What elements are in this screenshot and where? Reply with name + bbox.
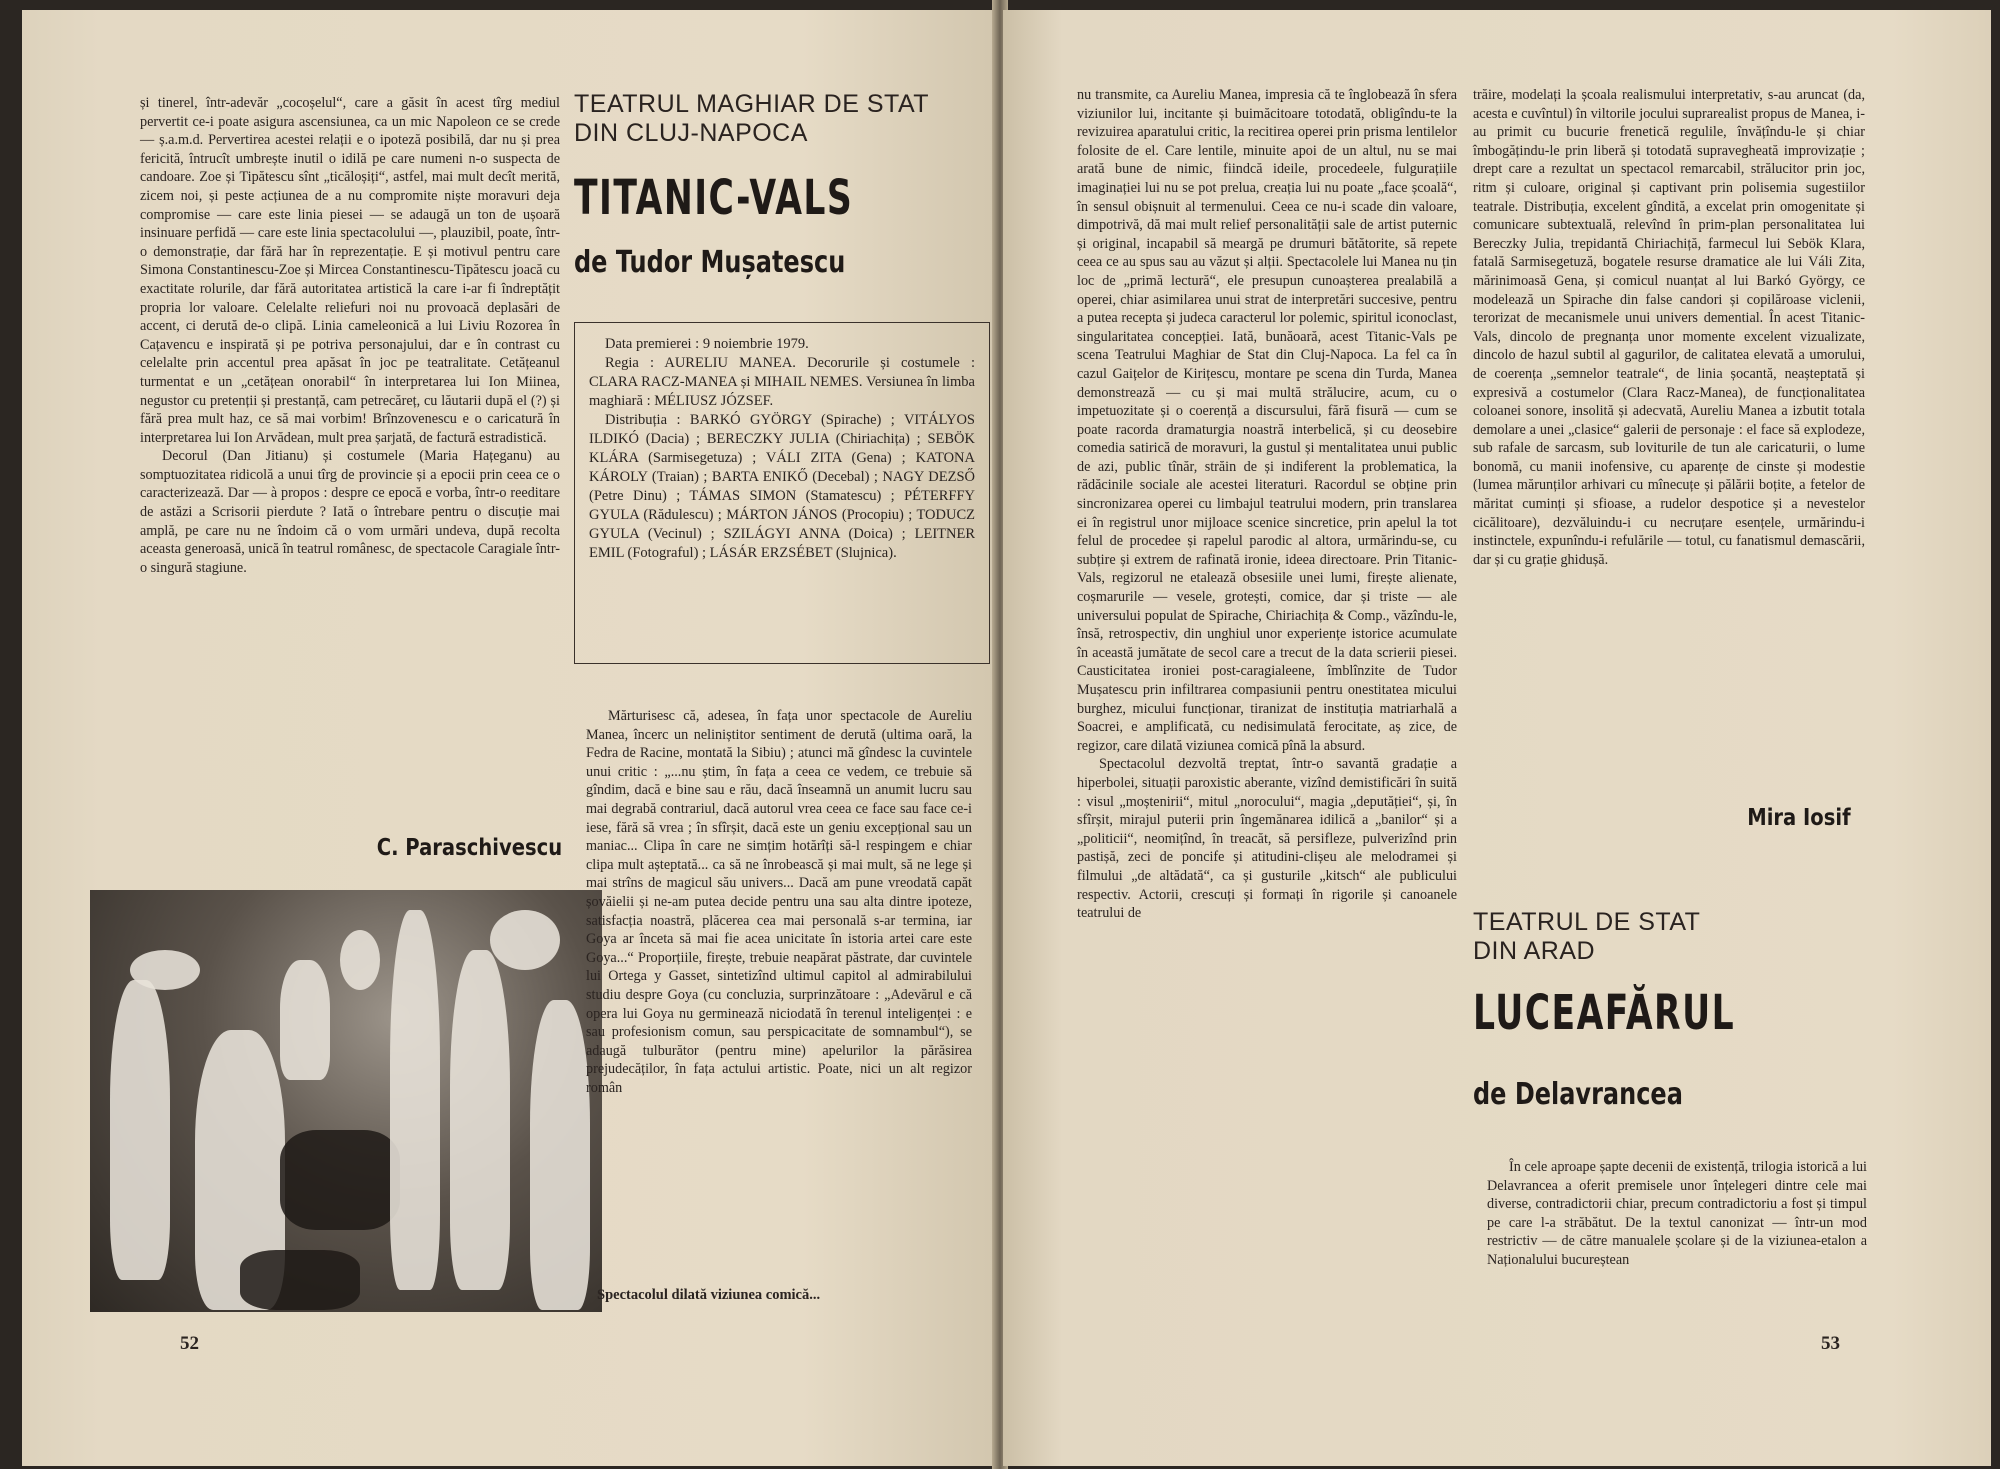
article-paragraph: În cele aproape șapte decenii de existență, trilogia istorică a lui Delavrancea a oferit premisele unor înțelegeri dintre cele mai diverse, contradictorii chiar, precum contradictoriu a fost și timpul pe care l-a străbătut. De la textul canonizat — într-un mod restrictiv — de către manualele școlare și de la viziunea-etalon a Naționalului bucureștean <box>1487 1159 1867 1268</box>
article-paragraph: Mărturisesc că, adesea, în fața unor spectacole de Aureliu Manea, încerc un neliniștitor sentiment de derută (ultima oară, la Fedra de Racine, montată la Sibiu) ; atunci mă gîndesc la cuvintele unui critic : „...nu știm, în fața a ceea ce vedem, ce trebuie să gîndim, dacă e bine sau e rău, dacă înseamnă un anumit lucru sau mai degrabă contrariul, dacă autorul vrea ceea ce face sau face ce-i iese, fără să vrea ; în sfîrșit, dacă este un geniu excepțional sau un maniac... Clipa în care ne simțim hotărîți să-l respingem e chiar clipa mult așteptată... ca să ne înrobească și mai mult, să ne lege și mai strîns de magicul său univers... Dacă am pune vreodată capăt șovăielii și ne-am putea decide pentru una sau alta dintre ipoteze, satisfacția noastră, plăcerea cea mai personală s-ar termina, iar Goya ar înceta să mai fie acea unicitate în istoria artei care este Goya...“ Proporțiile, firește, trebuie neapărat păstrate, dar cuvintele lui Ortega y Gasset, sintetizînd ultimul capitol al admirabilului studiu despre Goya (cu concluzia, surprinzătoare : „Adevărul e că opera lui Goya nu germinează niciodată în terenul inteligenței : e sau profesionism comun, sau perspicacitate de somnambul“), se adaugă tulburător (pentru mine) apelurilor la părăsirea prejudecăților, în fața actului artistic. Poate, nici un alt regizor român <box>586 708 972 1096</box>
theatre-name-line: TEATRUL DE STAT <box>1473 908 1701 936</box>
page-number: 52 <box>180 1333 199 1354</box>
cast-list: Distribuția : BARKÓ GYÖRGY (Spirache) ; VITÁLYOS ILDIKÓ (Dacia) ; BERECZKY JULIA (Chiriachița) ; SEBÖK KLÁRA (Sarmisegetuza) ; VÁLI ZITA (Gena) ; KATONA KÁROLY (Traian) ; BARTA ENIKŐ (Decebal) ; NAGY DEZSŐ (Petre Dinu) ; TÁMAS SIMON (Stamatescu) ; PÉTERFFY GYULA (Rădulescu) ; MÁRTON JÁNOS (Procopiu) ; TODUCZ GYULA (Vecinul) ; SZILÁGYI ANNA (Doica) ; LEITNER EMIL (Fotograful) ; LÁSÁR ERZSÉBET (Slujnica). <box>589 412 975 561</box>
theatre-name-line: DIN ARAD <box>1473 937 1596 965</box>
page-number: 53 <box>1821 1333 1840 1354</box>
author-signature: C. Paraschivescu <box>376 835 562 861</box>
play-author: de Delavrancea <box>1473 1077 1683 1112</box>
play-author: de Tudor Mușatescu <box>574 245 846 280</box>
luceafarul-text <box>1487 1158 1867 1270</box>
photo-caption: Spectacolul dilată viziunea comică... <box>597 1287 821 1303</box>
article-paragraph: nu transmite, ca Aureliu Manea, impresia că te înglobează în sfera viziunilor lui, incitante și buimăcitoare totodată, obligîndu-te la revizuirea aparatului critic, la recitirea operei prin prisma lentilelor folosite de el. Care lentile, minuite apoi de un altul, nu se mai arată bune de nimic, fiindcă ideile, procedeele, fulgurațiile imaginației lui nu se pot prelua, creația lui nu poate „face școală“, în sensul obișnuit al termenului. Ceea ce nu-i scade din valoare, dimpotrivă, dă mai mult relief personalității sale de artist puternic și original, incapabil să meargă pe drumuri bătătorite, să repete ceea ce au spus sau au văzut și alții. Spectacolele lui Manea nu țin loc de „primă lectură“, ele presupun cunoașterea prealabilă a operei, chiar asimilarea unui strat de interpretări succesive, pentru a putea recepta și judeca caracterul lor polemic, spiritul iconoclast, singularitatea concepției. Iată, bunăoară, acest Titanic-Vals pe scena Teatrului Maghiar de Stat din Cluj-Napoca. La fel ca în cazul Gaițelor de Kirițescu, montare pe scena din Turda, Manea demonstrează — cu și mai multă strălucire, acum, cu o impetuozitate și o coerență a discursului, fără fisură — cum se poate racorda dramaturgia noastră interbelică, și cu deosebire comedia satirică de moravuri, la gustul și mentalitatea unui public de azi, public tînăr, străin de și indiferent la problematica, la rădăcinile sociale ale acestei literaturi. Racordul se obține prin sincronizarea operei cu limbajul teatrului modern, prin translarea ei în registrul unor mijloace scenice sincretice, prin apelul la tot felul de procedee și rapelul parodic al altora, urmărindu-se, cu subțire și extrem de rafinată ironie, ideea directoare. Prin Titanic-Vals, regizorul ne etalează obsesiile unei lumi, firește alienate, coșmarurile — vesele, grotești, comice, dar și triste — ale universului populat de Spirache, Chiriachița & Comp., văzîndu-le, însă, retrospectiv, din unghiul unor experiențe istorice acumulate în această jumătate de secol care a trecut de la data scrierii piesei. Causticitatea ironiei post-caragialeene, îmblînzite de Tudor Mușatescu prin infiltrarea compasiunii pentru onestitatea micului burghez, micului funcționar, tiranizat de instituția matriarhală a Soacrei, e amplificată, cu nedisimulată ferocitate, aș zice, de regizor, care dilată viziunea comică pînă la absurd. <box>1077 87 1457 754</box>
article-paragraph: și tinerel, într-adevăr „cocoșelul“, care a găsit în acest tîrg mediul pervertit ce-i poate asigura ascensiunea, ca un mic Napoleon ce se crede — ș.a.m.d. Pervertirea acestei relații e o ipoteză posibilă, dar nu și prea fericită, întrucît umbrește inutil o idilă pe care numeni n-o suspecta de candoare. Zoe și Tipătescu sînt „ticăloșiți“, astfel, mai mult decît merită, zicem noi, și peste acțiunea de a nu compromite niște moravuri deja compromise — care este linia piesei — se adaugă un ton de ușoară insinuare perfidă — care este linia spectacolului —, plauzibil, poate, într-o demonstrație, dar fără har în reprezentație. E și motivul pentru care Simona Constantinescu-Zoe și Mircea Constantinescu-Tipătescu joacă cu exactitate rolurile, dar fără autoritatea artistică la care i-ar fi îndreptățit propria lor valoare. Celelalte reliefuri noi nu provoacă deplasări de accent, ci derută de-o clipă. Linia cameleonică a lui Liviu Rozorea în Cațavencu e inspirată și pe potriva personajului, dar e în contrast cu celelalte prin accentul prea apăsat în joc pe teatralitate. Cetățeanul turmentat e un „cetățean onorabil“ în interpretarea lui Ion Miinea, negustor cu pretenții și prestanță, cam petrecăreț, cu lăutarii după el (?) și fără prea mult haz, ce să mai vorbim! Brînzovenescu e o caricatură în interpretarea lui Ion Arvădean, mult prea șarjată, de factură estradistică. <box>140 95 560 446</box>
play-title: TITANIC-VALS <box>574 170 854 226</box>
luceafarul-header <box>1473 908 1865 966</box>
article-paragraph: Spectacolul dezvoltă treptat, într-o savantă gradație a hiperbolei, situații paroxistic aberante, vizînd demistificări în suită : visul „moștenirii“, mitul „norocului“, magia „deputăției“, și, în sfîrșit, mirajul puterii prin îngemănarea idilică a „banilor“ și a „politicii“, neomițînd, în treacăt, să persifleze, pulverizînd prin pastișă, zeci de poncife și atitudini-clișeu ale melodramei și filmului „de altădată“, ca și gusturile „kitsch“ ale publicului respectiv. Actorii, crescuți și formați în rigorile și canoanele teatrului de <box>1077 756 1457 922</box>
theatre-name-line: TEATRUL MAGHIAR DE STAT <box>574 90 930 118</box>
article-paragraph: trăire, modelați la școala realismului interpretativ, s-au aruncat (da, acesta e cuvîntul) în viltorile jocului suprarealist propus de Manea, i-au primit cu bucurie frenetică regulile, învățîndu-le și chiar îmbogățindu-le prin liberă și totodată supravegheată improvizație ; drept care a rezultat un spectacol remarcabil, strălucitor prin joc, ritm și culoare, original și captivant prin polisemia sugestiilor teatrale. Distribuția, excelent gîndită, a excelat prin omogenitate și comunicare subtextuală, relevînd în prim-plan personalitatea lui Bereczky Julia, trepidantă Chiriachiță, farmecul lui Sebök Klara, fatală Sarmisegetuză, bogatele resurse dramatice ale lui Váli Zita, mărinimoasă Gena, și comicul nuanțat al lui Barkó György, ce modelează un Spirache din false candori și copilăroase viclenii, terorizat de mecanismele unui univers demential. În acest Titanic-Vals, dincolo de pregnanța unor momente excelent vizualizate, dincolo de hazul subtil al gagurilor, de calitatea elevată a umorului, de coerența „semnelor teatrale“, de linia șocantă, neașteptată și expresivă a costumelor (Clara Racz-Manea), de funcționalitatea coloanei sonore, insolită și adecvată, Aureliu Manea a izbutit totala demolare a unei „clasice“ galerii de personaje : el face să explodeze, sub rafale de sarcasm, sub loviturile de tun ale caricaturii, o lume bonomă, cu manii inofensive, cu aparențe de cinste și modestie (lumea mărunților arhivari cu mînecuțe și pălării boțite, a fetelor de măritat cuminți și sfioase, a rudelor despotice și a nevestelor cicălitoare), dezvăluindu-i cu necruțare esențele, urmărindu-i instinctele, expunîndu-i refulările — totul, cu fanatismul demascării, dar și cu grație ghidușă. <box>1473 87 1865 568</box>
premiere-date: Data premierei : 9 noiembrie 1979. <box>605 336 809 352</box>
play-title: LUCEAFĂRUL <box>1473 985 1736 1041</box>
left-page <box>22 10 997 1466</box>
production-photo <box>90 890 602 1312</box>
review-column <box>586 707 972 1097</box>
left-article-column <box>140 94 560 577</box>
right-column-2 <box>1473 86 1865 569</box>
theatre-name-line: DIN CLUJ-NAPOCA <box>574 119 808 147</box>
right-page <box>1003 10 1991 1466</box>
titanic-header <box>574 90 974 148</box>
article-paragraph: Decorul (Dan Jitianu) și costumele (Maria Hațeganu) au somptuozitatea ridicolă a unui tîrg de provincie și a epocii prin ceea ce o caracterizează. Dar — à propos : despre ce epocă e vorba, într-o reeditare de astăzi a Scrisorii pierdute ? Iată o întrebare pentru o discuție mai amplă, pe care nu ne îndoim că o vom urmări undeva, după recolta aceasta generoasă, unică în teatrul românesc, de spectacole Caragiale într-o singură stagiune. <box>140 448 560 576</box>
author-signature: Mira Iosif <box>1747 805 1851 831</box>
right-column-1 <box>1077 86 1457 923</box>
direction-credits: Regia : AURELIU MANEA. Decorurile și costumele : CLARA RACZ-MANEA și MIHAIL NEMES. Versiunea în limba maghiară : MÉLIUSZ JÓZSEF. <box>589 355 975 409</box>
credits-box <box>574 322 990 664</box>
